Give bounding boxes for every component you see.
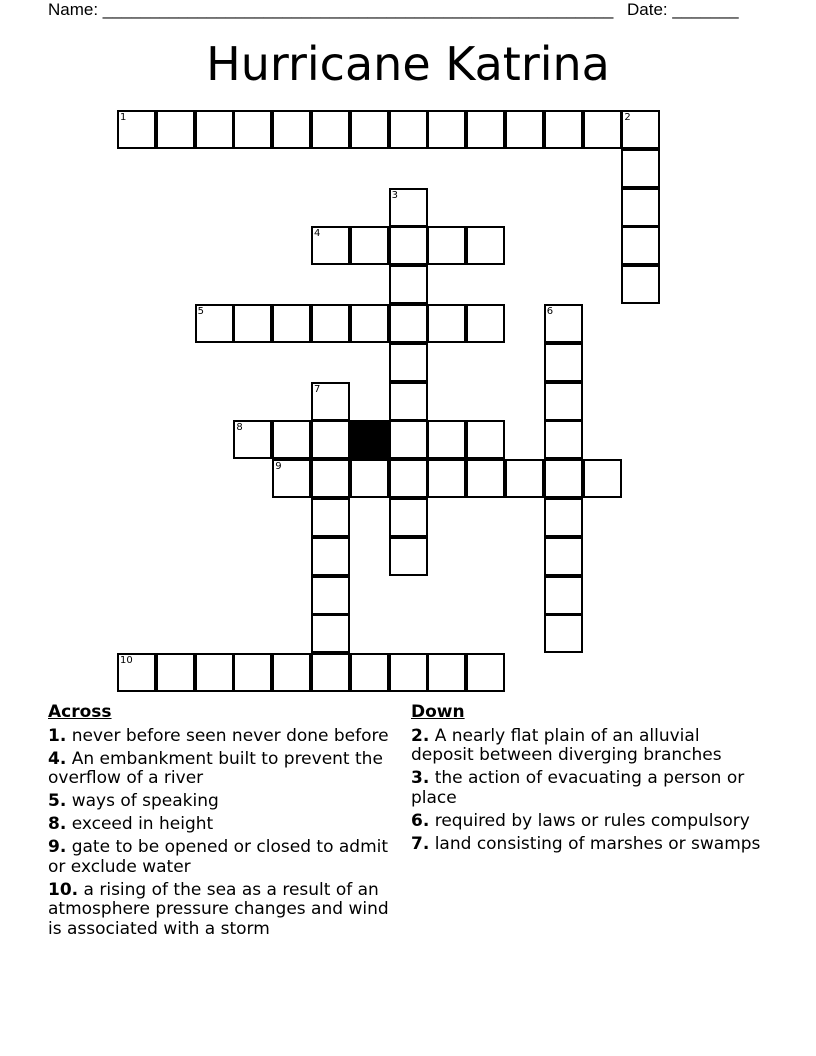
clue-text: never before seen never done before <box>71 725 389 746</box>
grid-cell[interactable] <box>583 459 622 498</box>
grid-cell[interactable] <box>544 614 583 653</box>
cell-number: 5 <box>197 306 204 317</box>
clue-number: 10. <box>48 879 79 900</box>
grid-cell[interactable] <box>427 304 466 343</box>
clue-item <box>48 750 403 789</box>
clue-item <box>48 881 403 940</box>
grid-cell[interactable] <box>117 110 156 149</box>
clue-text: ways of speaking <box>71 791 219 811</box>
grid-cell[interactable] <box>350 459 389 498</box>
grid-cell[interactable] <box>389 110 428 149</box>
grid-cell[interactable] <box>195 304 234 343</box>
grid-cell[interactable] <box>233 110 272 149</box>
grid-cell[interactable] <box>621 265 660 304</box>
grid-cell[interactable] <box>389 420 428 459</box>
clue-number: 3. <box>411 768 430 788</box>
clue-item <box>48 838 403 877</box>
clue-text: exceed in height <box>71 814 214 834</box>
grid-cell[interactable] <box>350 110 389 149</box>
grid-cell[interactable] <box>311 459 350 498</box>
page-title: Hurricane Katrina <box>206 37 610 91</box>
grid-cell[interactable] <box>311 304 350 343</box>
grid-cell[interactable] <box>233 304 272 343</box>
grid-cell[interactable] <box>466 110 505 149</box>
grid-cell[interactable] <box>272 653 311 692</box>
clue-number: 4. <box>48 748 67 769</box>
grid-cell[interactable] <box>466 226 505 265</box>
grid-cell[interactable] <box>233 420 272 459</box>
clue-text: land consisting of marshes or swamps <box>434 833 761 854</box>
grid-cell[interactable] <box>311 382 350 421</box>
grid-cell[interactable] <box>621 226 660 265</box>
grid-cell[interactable] <box>466 304 505 343</box>
grid-cell[interactable] <box>621 188 660 227</box>
clue-number: 5. <box>48 791 67 811</box>
clue-number: 1. <box>48 725 67 746</box>
clue-item <box>48 727 403 747</box>
clue-item <box>411 727 766 766</box>
grid-cell[interactable] <box>311 498 350 537</box>
grid-cell[interactable] <box>389 188 428 227</box>
grid-cell[interactable] <box>156 110 195 149</box>
clue-number: 6. <box>411 810 430 831</box>
name-field[interactable]: Name: ______________________________________________________ <box>48 0 614 19</box>
grid-cell[interactable] <box>544 110 583 149</box>
cell-number: 3 <box>391 189 398 201</box>
grid-cell[interactable] <box>389 265 428 304</box>
grid-cell[interactable] <box>544 420 583 459</box>
clue-item <box>48 792 403 812</box>
clue-text: gate to be opened or closed to admit or exclude water <box>48 837 389 877</box>
grid-cell[interactable] <box>583 110 622 149</box>
grid-cell[interactable] <box>389 226 428 265</box>
grid-cell[interactable] <box>544 343 583 382</box>
down-clues <box>411 703 766 858</box>
clue-text: the action of evacuating a person or place <box>411 768 745 808</box>
clue-number: 2. <box>411 725 430 746</box>
grid-cell[interactable] <box>505 110 544 149</box>
grid-cell[interactable] <box>621 110 660 149</box>
grid-cell[interactable] <box>389 382 428 421</box>
grid-cell[interactable] <box>544 576 583 615</box>
grid-cell[interactable] <box>427 420 466 459</box>
grid-cell[interactable] <box>350 653 389 692</box>
grid-cell[interactable] <box>350 226 389 265</box>
grid-cell[interactable] <box>311 420 350 459</box>
grid-cell[interactable] <box>117 653 156 692</box>
clue-item <box>411 769 766 808</box>
cell-number: 9 <box>275 461 282 473</box>
clue-number: 7. <box>411 833 430 854</box>
grid-cell[interactable] <box>544 498 583 537</box>
grid-cell[interactable] <box>427 226 466 265</box>
down-heading: Down <box>411 702 465 722</box>
grid-cell[interactable] <box>311 614 350 653</box>
grid-cell[interactable] <box>544 382 583 421</box>
clue-text: a rising of the sea as a result of an atmosphere pressure changes and wind is associated with a storm <box>48 879 389 939</box>
grid-cell[interactable] <box>233 653 272 692</box>
grid-cell[interactable] <box>272 420 311 459</box>
grid-cell[interactable] <box>311 576 350 615</box>
cell-number: 1 <box>120 112 127 123</box>
grid-cell[interactable] <box>156 653 195 692</box>
grid-cell[interactable] <box>311 537 350 576</box>
grid-cell[interactable] <box>311 653 350 692</box>
grid-cell[interactable] <box>272 110 311 149</box>
grid-cell[interactable] <box>311 226 350 265</box>
clue-number: 8. <box>48 814 67 834</box>
grid-cell[interactable] <box>466 459 505 498</box>
grid-cell[interactable] <box>544 537 583 576</box>
clue-number: 9. <box>48 837 67 857</box>
grid-cell[interactable] <box>350 304 389 343</box>
clue-item <box>411 835 766 855</box>
grid-cell[interactable] <box>389 304 428 343</box>
clue-item <box>411 812 766 832</box>
clue-item <box>48 815 403 835</box>
grid-cell[interactable] <box>272 304 311 343</box>
clue-text: A nearly flat plain of an alluvial deposit between diverging branches <box>411 725 722 765</box>
grid-cell[interactable] <box>389 498 428 537</box>
grid-cell[interactable] <box>427 653 466 692</box>
cell-number: 10 <box>120 655 133 667</box>
grid-cell[interactable] <box>427 110 466 149</box>
clue-text: required by laws or rules compulsory <box>434 810 750 831</box>
grid-cell[interactable] <box>311 110 350 149</box>
cell-number: 4 <box>314 228 321 240</box>
grid-cell[interactable] <box>544 459 583 498</box>
grid-cell[interactable] <box>389 653 428 692</box>
clue-text: An embankment built to prevent the overflow of a river <box>48 748 383 788</box>
cell-number: 7 <box>314 383 321 395</box>
cell-number: 2 <box>624 112 631 123</box>
grid-cell[interactable] <box>544 304 583 343</box>
grid-cell[interactable] <box>195 653 234 692</box>
grid-cell[interactable] <box>389 343 428 382</box>
grid-cell[interactable] <box>389 537 428 576</box>
grid-block-cell <box>350 420 389 459</box>
across-clues <box>48 703 403 943</box>
grid-cell[interactable] <box>427 459 466 498</box>
cell-number: 6 <box>546 306 554 317</box>
grid-cell[interactable] <box>466 653 505 692</box>
grid-cell[interactable] <box>621 149 660 188</box>
grid-cell[interactable] <box>389 459 428 498</box>
across-heading: Across <box>48 702 112 722</box>
cell-number: 8 <box>236 422 243 434</box>
grid-cell[interactable] <box>466 420 505 459</box>
grid-cell[interactable] <box>272 459 311 498</box>
grid-cell[interactable] <box>195 110 234 149</box>
grid-cell[interactable] <box>505 459 544 498</box>
date-field[interactable]: Date: _______ <box>627 0 739 19</box>
